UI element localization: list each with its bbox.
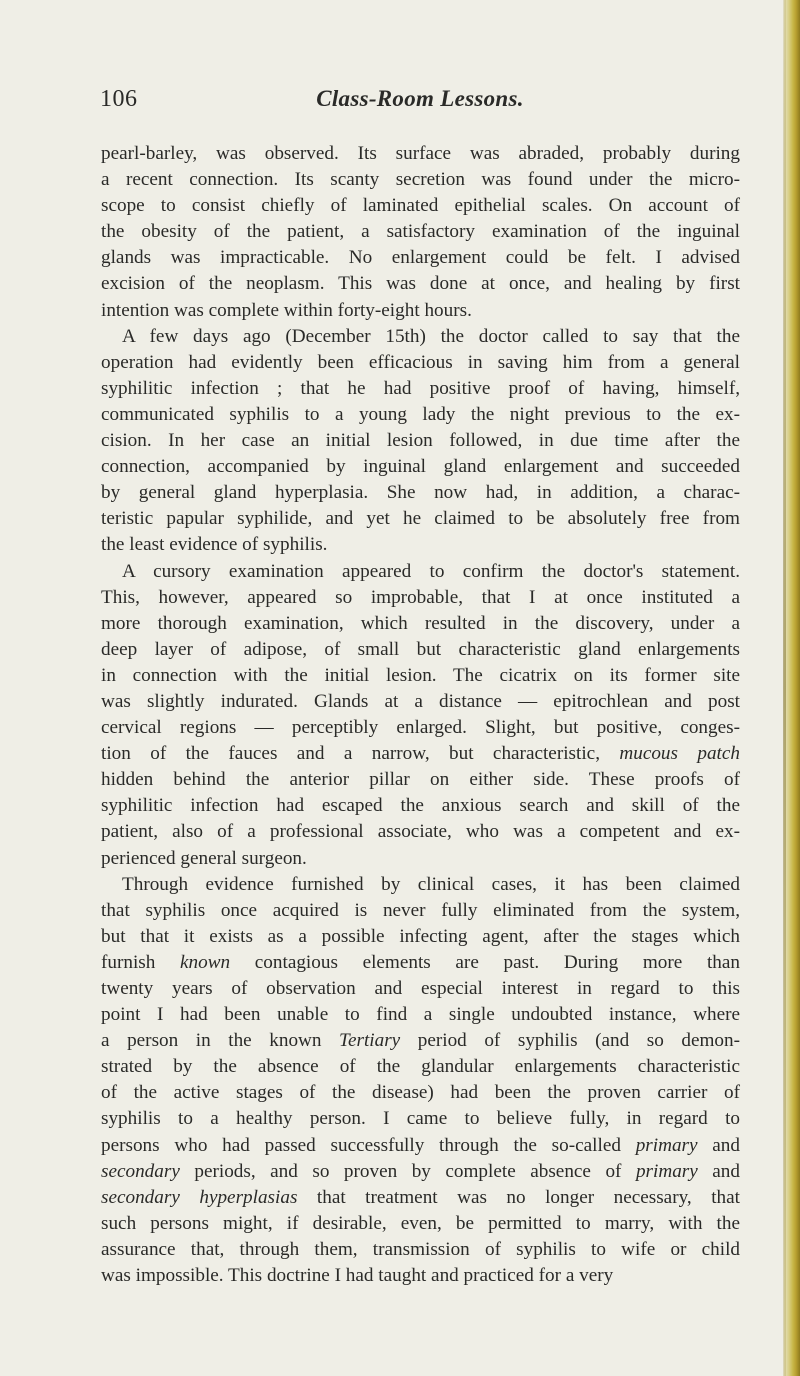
text-segment: persons who had passed successfully through the so-called bbox=[101, 1134, 636, 1156]
text-line: operation had evidently been efficacious in saving him from a general bbox=[101, 351, 740, 373]
text-line: connection, accompanied by inguinal gland enlargement and succeeded bbox=[101, 456, 740, 478]
text-line: glands was impracticable. No enlargement could be felt. I advised bbox=[101, 247, 740, 269]
text-segment: that treatment was no longer necessary, that bbox=[297, 1186, 740, 1208]
page-number: 106 bbox=[100, 86, 138, 112]
text-line: by general gland hyperplasia. She now had, in addition, a charac- bbox=[101, 482, 740, 504]
text-segment: and bbox=[697, 1134, 740, 1156]
text-line: more thorough examination, which resulted in the discovery, under a bbox=[101, 612, 740, 634]
text-line: assurance that, through them, transmission of syphilis to wife or child bbox=[101, 1238, 740, 1260]
text-line: scope to consist chiefly of laminated epithelial scales. On account of bbox=[101, 195, 740, 217]
text-line: communicated syphilis to a young lady the night previous to the ex- bbox=[101, 403, 740, 425]
text-line: patient, also of a professional associate, who was a competent and ex- bbox=[101, 821, 740, 843]
text-line: cervical regions — perceptibly enlarged. Slight, but positive, conges- bbox=[101, 717, 740, 739]
text-line: pearl-barley, was observed. Its surface was abraded, probably during bbox=[101, 143, 740, 164]
running-title: Class-Room Lessons. bbox=[316, 86, 524, 111]
text-line: point I had been unable to find a single undoubted instance, where bbox=[101, 1004, 740, 1026]
italic-phrase: mucous patch bbox=[619, 743, 741, 765]
text-segment: contagious elements are past. During more than bbox=[230, 951, 740, 973]
text-line: This, however, appeared so improbable, that I at once instituted a bbox=[101, 586, 740, 608]
text-line bbox=[101, 1185, 740, 1211]
page-header bbox=[100, 86, 740, 118]
text-line: the least evidence of syphilis. bbox=[101, 534, 328, 556]
text-line: that syphilis once acquired is never fully eliminated from the system, bbox=[101, 899, 740, 921]
text-line: syphilitic infection had escaped the anxious search and skill of the bbox=[101, 795, 740, 817]
text-line: a recent connection. Its scanty secretion was found under the micro- bbox=[101, 169, 740, 191]
text-line bbox=[101, 1028, 740, 1054]
text-line bbox=[101, 1159, 740, 1185]
text-line: perienced general surgeon. bbox=[101, 847, 307, 869]
text-segment: periods, and so proven by complete absence of bbox=[179, 1160, 636, 1182]
text-line: syphilis to a healthy person. I came to believe fully, in regard to bbox=[101, 1108, 740, 1130]
italic-phrase: secondary hyperplasias bbox=[101, 1186, 298, 1208]
text-line bbox=[101, 1133, 740, 1159]
text-line: but that it exists as a possible infecting agent, after the stages which bbox=[101, 925, 740, 947]
text-segment: period of syphilis (and so demon- bbox=[400, 1030, 740, 1052]
text-line: such persons might, if desirable, even, be permitted to marry, with the bbox=[101, 1212, 740, 1234]
text-line bbox=[101, 950, 740, 976]
text-segment: and bbox=[697, 1160, 740, 1182]
text-line: A cursory examination appeared to confirm the doctor's statement. bbox=[122, 560, 740, 582]
italic-phrase: Tertiary bbox=[339, 1030, 401, 1052]
text-line: of the active stages of the disease) had been the proven carrier of bbox=[101, 1082, 740, 1104]
text-line: cision. In her case an initial lesion followed, in due time after the bbox=[101, 430, 740, 452]
text-line: excision of the neoplasm. This was done at once, and healing by first bbox=[101, 273, 740, 295]
text-line: strated by the absence of the glandular enlargements characteristic bbox=[101, 1056, 740, 1078]
text-segment: furnish bbox=[101, 951, 181, 973]
text-line: was slightly indurated. Glands at a distance — epitrochlean and post bbox=[101, 690, 740, 712]
page-edge bbox=[784, 0, 800, 1376]
text-line: Through evidence furnished by clinical cases, it has been claimed bbox=[122, 873, 740, 895]
text-line: deep layer of adipose, of small but characteristic gland enlargements bbox=[101, 638, 740, 660]
text-line: syphilitic infection ; that he had positive proof of having, himself, bbox=[101, 377, 740, 399]
italic-phrase: primary bbox=[635, 1160, 698, 1182]
text-line: the obesity of the patient, a satisfactory examination of the inguinal bbox=[101, 221, 740, 243]
text-line: teristic papular syphilide, and yet he claimed to be absolutely free from bbox=[101, 508, 740, 530]
text-segment: a person in the known bbox=[101, 1030, 340, 1052]
text-line: intention was complete within forty-eight hours. bbox=[101, 299, 472, 321]
text-line: was impossible. This doctrine I had taught and practiced for a very bbox=[101, 1265, 614, 1287]
text-line: hidden behind the anterior pillar on either side. These proofs of bbox=[101, 769, 740, 791]
text-line: twenty years of observation and especial interest in regard to this bbox=[101, 978, 740, 999]
italic-phrase: known bbox=[180, 951, 231, 973]
italic-phrase: secondary bbox=[101, 1160, 180, 1182]
italic-phrase: primary bbox=[635, 1134, 698, 1156]
page-edge-shadow bbox=[783, 0, 786, 1376]
text-line bbox=[101, 741, 740, 767]
text-line: A few days ago (December 15th) the doctor called to say that the bbox=[122, 325, 740, 347]
text-segment: tion of the fauces and a narrow, but characteristic, bbox=[101, 743, 620, 765]
body-text bbox=[101, 141, 740, 1289]
text-line: in connection with the initial lesion. The cicatrix on its former site bbox=[101, 664, 740, 686]
